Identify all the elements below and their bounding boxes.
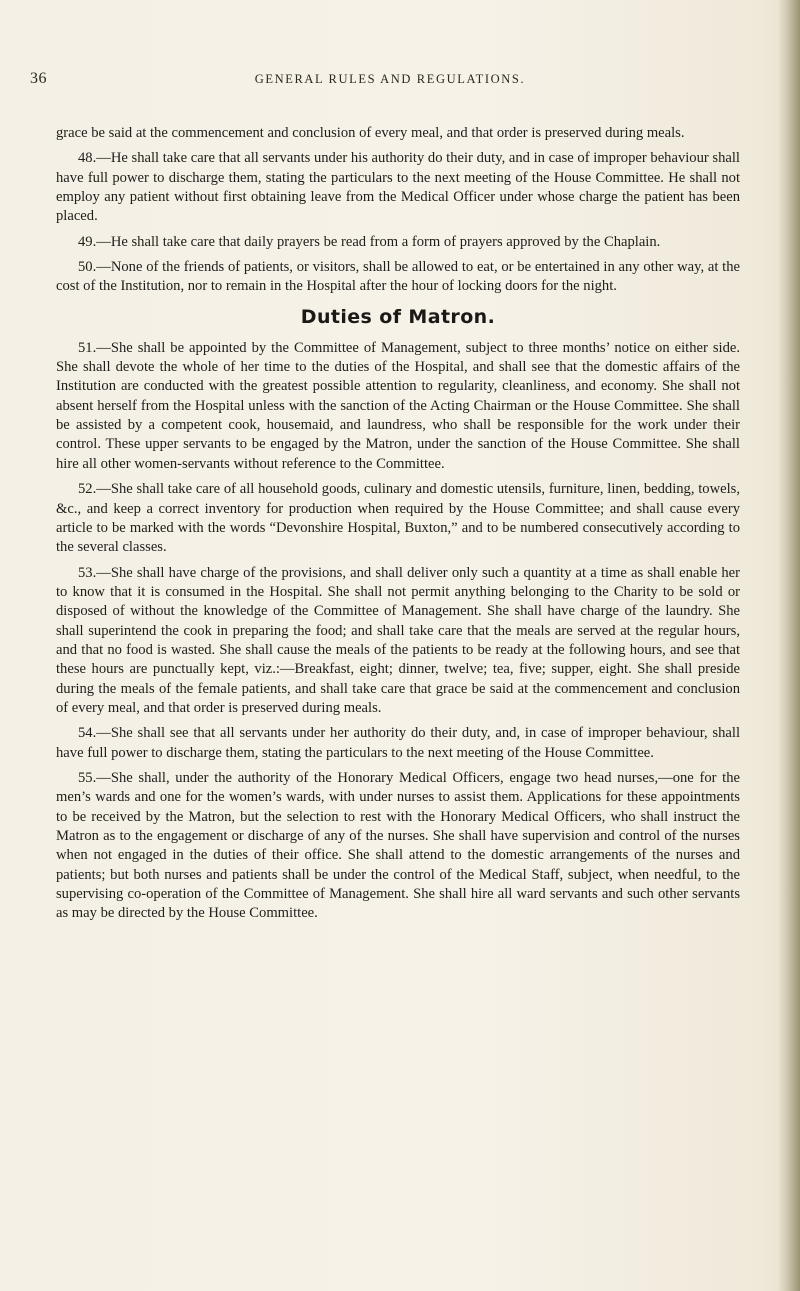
running-title: GENERAL RULES AND REGULATIONS.	[254, 72, 526, 86]
paragraph-rule-50: 50.—None of the friends of patients, or visitors, shall be allowed to eat, or be entertained in any other way, at the cost of the Institution, nor to remain in the Hospital after the hour of locking doors for the night.	[56, 259, 740, 295]
paragraph-continuation: grace be said at the commencement and conclusion of every meal, and that order is preserved during meals.	[56, 125, 685, 141]
page-edge-shadow	[778, 0, 800, 1291]
paragraph-rule-48: 48.—He shall take care that all servants under his authority do their duty, and in case of improper behaviour shall have full power to discharge them, stating the particulars to the next meeting of the House Committee. He shall not employ any patient without first obtaining leave from the Medical Officer under whose charge the patient has been placed.	[56, 150, 740, 225]
paragraph-rule-49: 49.—He shall take care that daily prayers be read from a form of prayers approved by the Chaplain.	[78, 233, 661, 250]
page-number: 36	[30, 70, 47, 87]
body-text	[56, 124, 740, 930]
paragraph-rule-55: 55.—She shall, under the authority of the Honorary Medical Officers, engage two head nurses,—one for the men’s wards and one for the women’s wards, with under nurses to assist them. Applications for these appointments to be received by the Matron, but the selection to rest with the Honorary Medical Officers, who shall instruct the Matron as to the engagement or discharge of any of the nurses. She shall have supervision and control of the nurses when not engaged in the duties of their office. She shall attend to the domestic arrangements of the nurses and patients; but both nurses and patients shall be under the control of the Medical Staff, subject, when needful, to the supervising co-operation of the Committee of Management. She shall hire all ward servants and such other servants as may be directed by the House Committee.	[56, 769, 740, 922]
paragraph-rule-52: 52.—She shall take care of all household goods, culinary and domestic utensils, furniture, linen, bedding, towels, &c., and keep a correct inventory for production when required by the House Committee; and shall cause every article to be marked with the words “Devonshire Hospital, Buxton,” and to be numbered consecutively according to the several classes.	[56, 481, 740, 556]
page-header	[30, 70, 750, 96]
paragraph-rule-53: 53.—She shall have charge of the provisions, and shall deliver only such a quantity at a time as shall enable her to know that it is consumed in the Hospital. She shall not permit anything belonging to the Charity to be sold or disposed of without the knowledge of the Committee of Management. She shall have charge of the laundry. She shall superintend the cook in preparing the food; and shall take care that the meals are served at the regular hours, and that no food is wasted. She shall cause the meals of the patients to be ready at the following hours, and see that these hours are punctually kept, viz.:—Breakfast, eight; dinner, twelve; tea, five; supper, eight. She shall preside during the meals of the female patients, and shall take care that grace be said at the commencement and conclusion of every meal, and that order is preserved during meals.	[56, 564, 740, 716]
paragraph-rule-51: 51.—She shall be appointed by the Committee of Management, subject to three months’ notice on either side. She shall devote the whole of her time to the duties of the Hospital, and shall see that the domestic affairs of the Institution are conducted with the greatest possible attention to regularity, cleanliness, and economy. She shall not absent herself from the Hospital unless with the sanction of the Acting Chairman or the House Committee. She shall be assisted by a competent cook, housemaid, and laundress, who shall be responsible for the work under their control. These upper servants to be engaged by the Matron, under the sanction of the House Committee. She shall hire all other women-servants without reference to the Committee.	[56, 339, 740, 472]
section-heading: Duties of Matron.	[300, 305, 496, 328]
paragraph-rule-54: 54.—She shall see that all servants under her authority do their duty, and, in case of improper behaviour, shall have full power to discharge them, stating the particulars to the next meeting of the House Committee.	[56, 725, 740, 761]
